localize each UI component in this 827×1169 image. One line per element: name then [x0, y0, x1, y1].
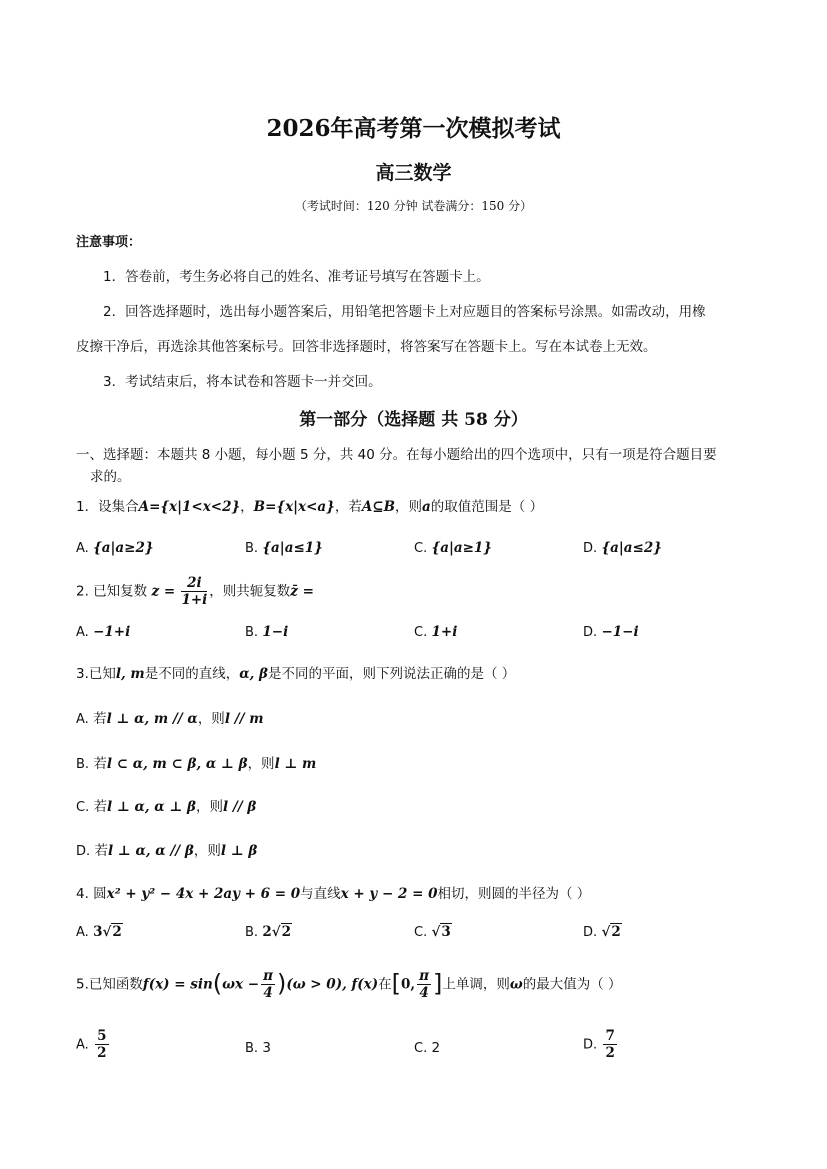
question-4-prefix: 4. 圆 [76, 886, 107, 902]
question-4-line: x + y − 2 = 0 [340, 886, 438, 902]
question-5-option-d[interactable] [583, 1028, 619, 1061]
fraction-denominator: 4 [263, 985, 273, 1001]
question-5-right-paren: ) [276, 969, 287, 998]
question-5-mid: 在 [378, 976, 392, 993]
exam-info: （考试时间：120 分钟 试卷满分：150 分） [294, 199, 533, 213]
option-fraction [603, 1028, 616, 1061]
option-label: D. [583, 1037, 598, 1053]
question-5-inner: ωx − [222, 976, 260, 993]
fraction-numerator: π [263, 968, 273, 984]
option-text: −1−i [601, 624, 639, 640]
option-label: B. [245, 625, 259, 640]
question-5-tail: 的最大值为（ ） [522, 976, 622, 993]
section-title: 第一部分（选择题 共 58 分） [299, 410, 528, 430]
option-radicand: 2 [611, 924, 621, 940]
fraction-numerator: 5 [97, 1028, 107, 1044]
question-2-option-b[interactable] [245, 624, 288, 640]
question-2-lhs: z = [151, 583, 176, 600]
option-label: D. [583, 625, 598, 640]
question-1-tail: 的取值范围是（ ） [430, 499, 544, 515]
option-text: 1−i [262, 624, 289, 640]
option-text: {a|a≥1} [431, 540, 492, 556]
section-instruction-line-2: 求的。 [90, 469, 131, 485]
question-4-option-a[interactable] [76, 924, 123, 940]
option-radicand: 2 [112, 924, 122, 940]
notice-item-3: 3．考试结束后，将本试卷和答题卡一并交回。 [103, 374, 382, 390]
option-conclusion: l ⊥ m [274, 756, 317, 772]
question-5-option-a[interactable] [76, 1028, 111, 1061]
question-5-condition: (ω > 0), f(x) [286, 976, 379, 993]
question-1-suffix: ，则 [395, 499, 423, 515]
option-mid: ，则 [196, 799, 224, 815]
option-text: −1+i [93, 624, 131, 640]
option-condition: l ⊥ α, m // α [106, 711, 198, 727]
question-4-option-c[interactable] [414, 924, 452, 940]
fraction-denominator: 2 [605, 1045, 615, 1061]
option-label: A. [76, 712, 89, 727]
question-5-tail-pre: 上单调，则 [442, 976, 510, 993]
option-condition: l ⊥ α, α ⊥ β [107, 799, 197, 815]
option-label: A. [76, 541, 89, 556]
question-5-omega: ω [509, 976, 523, 993]
option-sqrt: √2 [601, 924, 621, 940]
option-label: A. [76, 625, 89, 640]
question-5-prefix: 5.已知函数 [76, 976, 143, 993]
question-5-option-b[interactable] [245, 1040, 271, 1056]
option-label: A. [76, 925, 89, 940]
option-mid: ，则 [247, 756, 275, 772]
question-1-set-a: A={x|1<x<2} [138, 499, 241, 515]
option-pre: 若 [94, 843, 108, 859]
question-3-option-c[interactable] [76, 795, 256, 815]
option-label: B. [76, 757, 90, 772]
option-text: 3 [262, 1040, 271, 1056]
question-5 [76, 968, 622, 1001]
option-label: A. [76, 1037, 89, 1053]
option-condition: l ⊥ α, α // β [107, 843, 194, 859]
option-label: B. [245, 541, 259, 556]
question-5-interval-start: 0, [400, 976, 416, 993]
question-4-circle: x² + y² − 4x + 2ay + 6 = 0 [106, 886, 301, 902]
option-label: B. [245, 1041, 259, 1056]
fraction-denominator: 2 [97, 1045, 107, 1061]
question-1-condition: A⊆B [361, 499, 396, 515]
question-3-mid-2: 是不同的平面，则下列说法正确的是（ ） [267, 666, 516, 682]
question-1-set-b: B={x|x<a} [253, 499, 335, 515]
option-label: D. [583, 541, 598, 556]
option-label: D. [583, 925, 598, 940]
option-fraction [95, 1028, 108, 1061]
question-3-option-d[interactable] [76, 839, 257, 859]
question-3-option-a[interactable] [76, 707, 264, 727]
section-instruction-line-1: 一、选择题：本题共 8 小题，每小题 5 分，共 40 分。在每小题给出的四个选项中，只有一项是符合题目要 [76, 447, 717, 463]
option-text: {a|a≥2} [93, 540, 154, 556]
question-1-var: a [422, 499, 431, 515]
question-3-prefix: 3.已知 [76, 666, 116, 682]
option-mid: ，则 [193, 843, 221, 859]
exam-title: 2026年高考第一次模拟考试 [266, 115, 561, 142]
option-sqrt: √3 [431, 924, 451, 940]
question-1-option-d[interactable] [583, 540, 662, 556]
fraction-denominator: 1+i [181, 592, 208, 608]
question-2-mid: ，则共轭复数 [209, 583, 291, 600]
question-2-option-c[interactable] [414, 624, 457, 640]
question-1-option-b[interactable] [245, 540, 323, 556]
option-sqrt: √2 [271, 924, 292, 940]
question-1 [76, 495, 543, 515]
option-coefficient: 2 [262, 924, 272, 940]
notice-heading: 注意事项： [76, 235, 142, 250]
question-3-planes: α, β [239, 666, 268, 682]
option-conclusion: l ⊥ β [220, 843, 258, 859]
option-sqrt: √2 [102, 924, 122, 940]
question-5-function: f(x) = sin [142, 976, 213, 993]
question-5-option-c[interactable] [414, 1040, 440, 1056]
notice-item-2-line-1: 2．回答选择题时，选出每小题答案后，用铅笔把答题卡上对应题目的答案标号涂黑。如需改动，用橡 [103, 304, 706, 320]
question-4-option-d[interactable] [583, 924, 622, 940]
option-label: B. [245, 925, 259, 940]
question-5-interval-fraction [417, 968, 431, 1001]
question-2-prefix: 2. 已知复数 [76, 583, 148, 600]
option-label: C. [76, 800, 90, 815]
option-radicand: 2 [281, 924, 292, 940]
option-text: {a|a≤1} [262, 540, 323, 556]
option-pre: 若 [93, 711, 107, 727]
question-2-option-d[interactable] [583, 624, 639, 640]
option-label: C. [414, 925, 428, 940]
question-1-option-c[interactable] [414, 540, 492, 556]
option-radicand: 3 [441, 924, 451, 940]
fraction-denominator: 4 [419, 985, 429, 1001]
fraction-numerator: 7 [605, 1028, 615, 1044]
option-coefficient: 3 [93, 924, 103, 940]
question-3-mid-1: 是不同的直线， [144, 666, 240, 682]
option-pre: 若 [93, 756, 107, 772]
option-label: C. [414, 541, 428, 556]
question-4-tail: 相切，则圆的半径为（ ） [437, 886, 591, 902]
question-3 [76, 662, 515, 682]
question-2-conjugate: z̄ = [290, 583, 314, 600]
question-4-mid: 与直线 [300, 886, 341, 902]
exam-subject: 高三数学 [375, 162, 452, 184]
question-2 [76, 575, 314, 608]
option-conclusion: l // m [224, 711, 264, 727]
question-1-prefix: 1．设集合 [76, 499, 139, 515]
question-3-lines: l, m [115, 666, 145, 682]
question-5-left-paren: ( [212, 969, 223, 998]
option-label: C. [414, 625, 428, 640]
question-1-mid: ，若 [334, 499, 362, 515]
option-pre: 若 [93, 799, 108, 815]
question-5-fraction [261, 968, 275, 1001]
question-4 [76, 882, 590, 902]
question-5-left-bracket: [ [391, 969, 401, 998]
fraction-numerator: 2i [181, 575, 207, 592]
option-label: D. [76, 844, 91, 859]
question-5-right-bracket: ] [432, 969, 443, 998]
option-label: C. [414, 1041, 428, 1056]
option-text: 1+i [431, 624, 458, 640]
question-4-option-b[interactable] [245, 924, 292, 940]
question-1-sep: ， [240, 499, 254, 515]
question-2-option-a[interactable] [76, 624, 130, 640]
option-conclusion: l // β [223, 799, 257, 815]
notice-item-2-line-2: 皮擦干净后，再选涂其他答案标号。回答非选择题时，将答案写在答题卡上。写在本试卷上无效。 [76, 339, 657, 355]
fraction-numerator: π [419, 968, 429, 984]
option-text: {a|a≤2} [601, 540, 662, 556]
option-text: 2 [431, 1040, 441, 1056]
question-1-option-a[interactable] [76, 540, 154, 556]
notice-item-1: 1．答卷前，考生务必将自己的姓名、准考证号填写在答题卡上。 [103, 269, 490, 285]
question-2-fraction [181, 575, 207, 608]
option-condition: l ⊂ α, m ⊂ β, α ⊥ β [106, 756, 248, 772]
question-3-option-b[interactable] [76, 752, 316, 772]
option-mid: ，则 [197, 711, 225, 727]
